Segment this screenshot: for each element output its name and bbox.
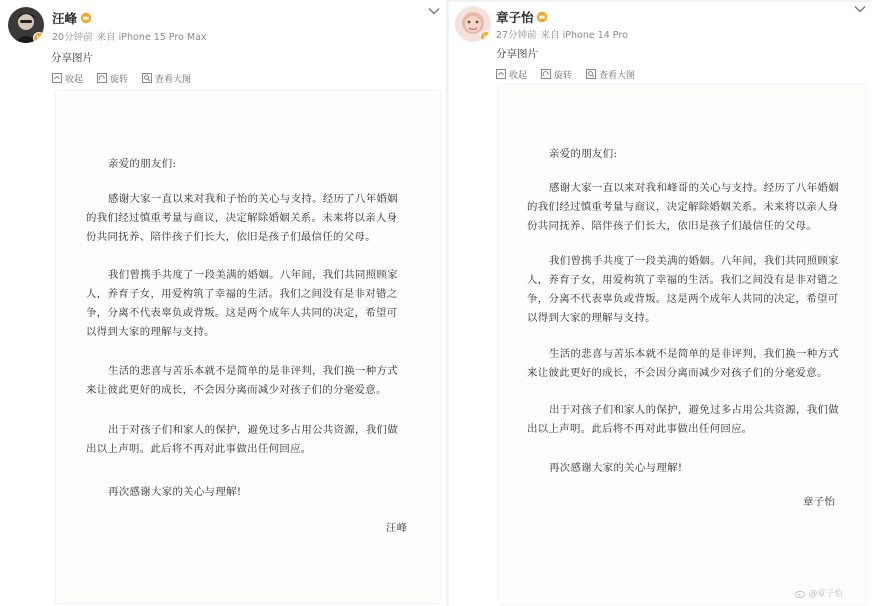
vip-crown-icon [536, 11, 548, 22]
letter-line: 以得到大家的理解与支持。 [527, 312, 656, 324]
rotate-button[interactable] [97, 72, 128, 85]
letter-line: 我们曾携手共度了一段美满的婚姻。八年间，我们共同照顾家 [549, 255, 839, 267]
watermark-text: @章子怡 [808, 589, 843, 599]
collapse-icon [52, 73, 62, 83]
letter-line: 人，养育子女，用爱构筑了幸福的生活。我们之间没有是非对错之 [86, 288, 398, 300]
letter-closing: 再次感谢大家的关心与理解! [549, 462, 683, 474]
letter-line: 的我们经过慎重考量与商议，决定解除婚姻关系。未来将以亲人身 [86, 212, 398, 224]
vip-crown-icon [80, 12, 92, 23]
post-source: 来自 iPhone 15 Pro Max [96, 32, 207, 43]
letter-paragraph-4 [527, 401, 839, 439]
collapse-label: 收起 [509, 70, 528, 81]
rotate-button[interactable] [541, 68, 572, 81]
post-meta [496, 27, 628, 41]
letter-paragraph-2 [527, 252, 839, 328]
letter-line: 份共同抚养、陪伴孩子们长大，依旧是孩子们最信任的父母。 [86, 231, 376, 243]
letter-line: 争，分离不代表辜负或背叛。这是两个成年人共同的决定，希望可 [86, 307, 398, 319]
avatar[interactable] [455, 6, 491, 42]
view-large-label: 查看大图 [599, 70, 636, 81]
rotate-icon [97, 73, 107, 83]
letter-line: 出于对孩子们和家人的保护，避免过多占用公共资源，我们做 [108, 424, 398, 436]
letter-line: 来让彼此更好的成长，不会因分离而减少对孩子们的分毫爱意。 [527, 367, 828, 379]
letter-line: 我们曾携手共度了一段美满的婚姻。八年间，我们共同照顾家 [108, 269, 398, 281]
letter-line: 出以上声明。此后将不再对此事做出任何回应。 [527, 423, 753, 435]
letter-line: 争，分离不代表辜负或背叛。这是两个成年人共同的决定，希望可 [527, 293, 839, 305]
rotate-label: 旋转 [554, 70, 573, 81]
chevron-down-icon[interactable] [854, 5, 866, 13]
letter-paragraph-3 [86, 362, 398, 400]
collapse-button[interactable] [52, 72, 83, 85]
post-text: 分享图片 [496, 48, 538, 60]
post-meta [52, 29, 207, 43]
letter-greeting: 亲爱的朋友们: [549, 148, 618, 160]
letter-line: 份共同抚养、陪伴孩子们长大，依旧是孩子们最信任的父母。 [527, 220, 817, 232]
view-large-button[interactable] [586, 68, 635, 81]
author-name[interactable]: 章子怡 [496, 10, 534, 25]
zoom-icon [586, 69, 596, 79]
letter-paragraph-1 [86, 190, 398, 247]
letter-paragraph-4 [86, 421, 398, 459]
letter-line: 人，养育子女，用爱构筑了幸福的生活。我们之间没有是非对错之 [527, 274, 839, 286]
letter-line: 来让彼此更好的成长，不会因分离而减少对孩子们的分毫爱意。 [86, 384, 387, 396]
image-actions [52, 71, 205, 85]
letter-image[interactable] [56, 91, 440, 603]
letter-line: 感谢大家一直以来对我和峰哥的关心与支持。经历了八年婚姻 [549, 182, 839, 194]
author-name[interactable]: 汪峰 [52, 11, 78, 26]
zoom-icon [142, 73, 152, 83]
letter-paragraph-1 [527, 179, 839, 236]
letter-signature: 章子怡 [803, 496, 836, 508]
avatar[interactable] [8, 7, 44, 43]
letter-image[interactable] [499, 85, 865, 604]
letter-line: 的我们经过慎重考量与商议，决定解除婚姻关系。未来将以亲人身 [527, 201, 839, 213]
verified-badge-icon: v [33, 32, 44, 43]
chevron-down-icon[interactable] [428, 7, 440, 15]
letter-line: 出以上声明。此后将不再对此事做出任何回应。 [86, 443, 312, 455]
post-time: 27分钟前 [496, 30, 537, 41]
post-source: 来自 iPhone 14 Pro [540, 30, 628, 41]
view-large-label: 查看大图 [155, 74, 192, 85]
rotate-label: 旋转 [110, 74, 129, 85]
collapse-label: 收起 [65, 74, 84, 85]
post-text: 分享图片 [51, 52, 93, 64]
letter-paragraph-3 [527, 345, 839, 383]
letter-line: 生活的悲喜与苦乐本就不是简单的是非评判，我们换一种方式 [108, 365, 398, 377]
watermark [795, 587, 843, 599]
verified-badge-icon: v [480, 31, 491, 42]
post-right [449, 2, 872, 606]
post-time: 20分钟前 [52, 32, 93, 43]
letter-closing: 再次感谢大家的关心与理解! [108, 486, 242, 498]
letter-signature: 汪峰 [386, 522, 408, 534]
rotate-icon [541, 69, 551, 79]
view-large-button[interactable] [142, 72, 191, 85]
letter-line: 生活的悲喜与苦乐本就不是简单的是非评判，我们换一种方式 [549, 348, 839, 360]
letter-line: 出于对孩子们和家人的保护，避免过多占用公共资源，我们做 [549, 404, 839, 416]
letter-greeting: 亲爱的朋友们: [108, 158, 177, 170]
image-actions [496, 67, 649, 81]
collapse-button[interactable] [496, 68, 527, 81]
letter-paragraph-2 [86, 266, 398, 342]
weibo-logo-icon [795, 589, 806, 598]
letter-line: 以得到大家的理解与支持。 [86, 326, 215, 338]
letter-line: 感谢大家一直以来对我和子怡的关心与支持。经历了八年婚姻 [108, 193, 398, 205]
collapse-icon [496, 69, 506, 79]
